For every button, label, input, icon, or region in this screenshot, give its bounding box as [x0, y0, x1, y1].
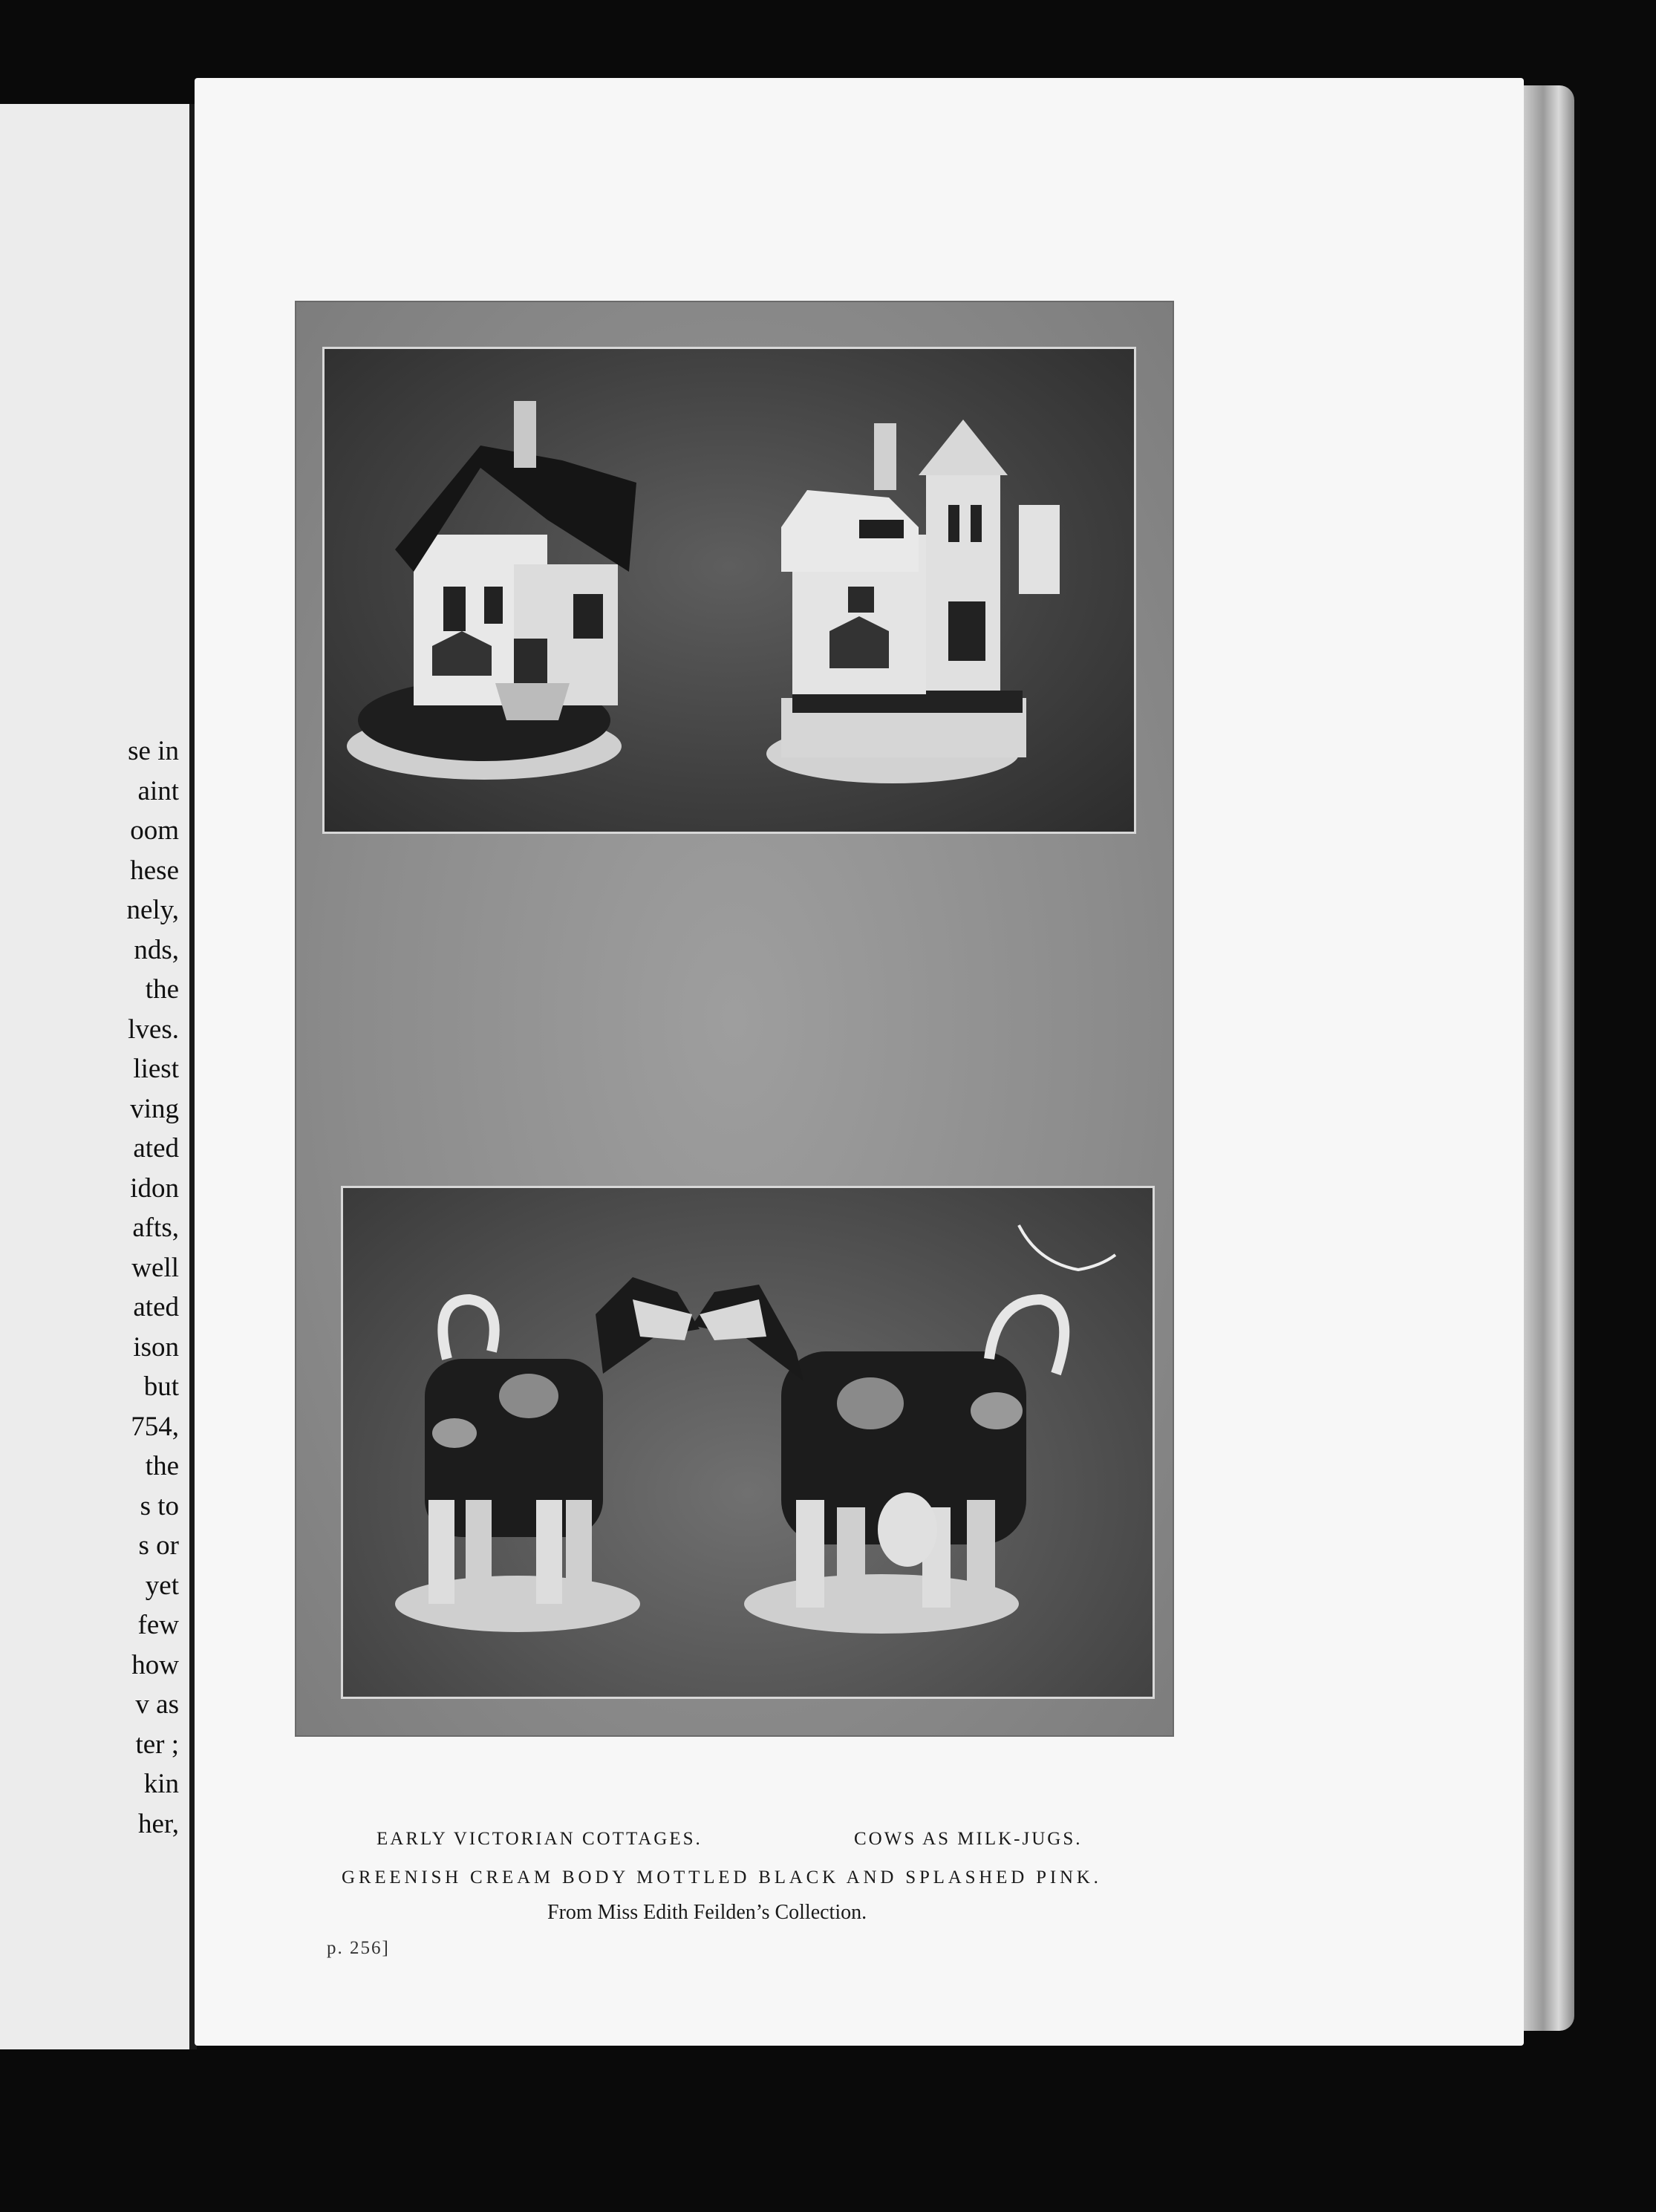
previous-page-line: s to: [140, 1490, 179, 1521]
left-cottage-figure: [347, 401, 636, 780]
previous-page-line: the: [145, 974, 179, 1005]
previous-page-line: s or: [138, 1530, 179, 1561]
previous-page-line: 754,: [131, 1411, 179, 1442]
previous-page-line: afts,: [132, 1213, 179, 1243]
right-cottage-figure: [766, 420, 1060, 783]
caption-description: GREENISH CREAM BODY MOTTLED BLACK AND SPLASHED PINK.: [342, 1867, 1102, 1888]
previous-page-line: the: [145, 1451, 179, 1481]
previous-page-line: liest: [133, 1054, 179, 1084]
previous-page-line: ter ;: [135, 1729, 179, 1760]
previous-page-line: kin: [143, 1769, 179, 1799]
cottages-illustration: [325, 349, 1134, 832]
cows-illustration: [343, 1188, 1153, 1697]
previous-page-line: hese: [130, 855, 179, 886]
previous-page-line: her,: [137, 1808, 179, 1839]
previous-page-line: se in: [128, 736, 179, 766]
left-cow-jug-figure: [395, 1277, 700, 1632]
previous-page-line: nds,: [134, 934, 179, 965]
page-edges: [1522, 85, 1574, 2031]
caption-cottages-title: EARLY VICTORIAN COTTAGES.: [376, 1829, 703, 1849]
photo-plate: [295, 301, 1174, 1737]
previous-page-line: how: [131, 1649, 179, 1680]
previous-page-line: v as: [135, 1689, 179, 1720]
previous-page-fragment: [0, 104, 197, 2049]
previous-page-line: ison: [133, 1331, 179, 1363]
book-page: [195, 78, 1524, 2046]
previous-page-text: [126, 731, 179, 1844]
caption-cows-title: COWS AS MILK-JUGS.: [854, 1829, 1083, 1849]
page-reference: p. 256]: [327, 1938, 390, 1958]
previous-page-line: ated: [133, 1292, 179, 1322]
previous-page-line: few: [137, 1610, 179, 1640]
previous-page-line: but: [143, 1371, 179, 1402]
right-cow-jug-figure: [692, 1285, 1064, 1634]
previous-page-line: oom: [130, 815, 179, 846]
cows-photograph: [341, 1186, 1155, 1699]
cottages-photograph: [322, 347, 1136, 834]
previous-page-line: nely,: [126, 895, 179, 925]
previous-page-line: lves.: [128, 1014, 179, 1045]
previous-page-line: ving: [130, 1093, 179, 1124]
previous-page-line: ated: [133, 1133, 179, 1164]
previous-page-line: idon: [130, 1172, 179, 1204]
previous-page-line: well: [131, 1252, 179, 1283]
previous-page-line: yet: [145, 1570, 179, 1601]
previous-page-line: aint: [137, 775, 179, 806]
caption-collection: From Miss Edith Feilden’s Collection.: [547, 1901, 867, 1924]
